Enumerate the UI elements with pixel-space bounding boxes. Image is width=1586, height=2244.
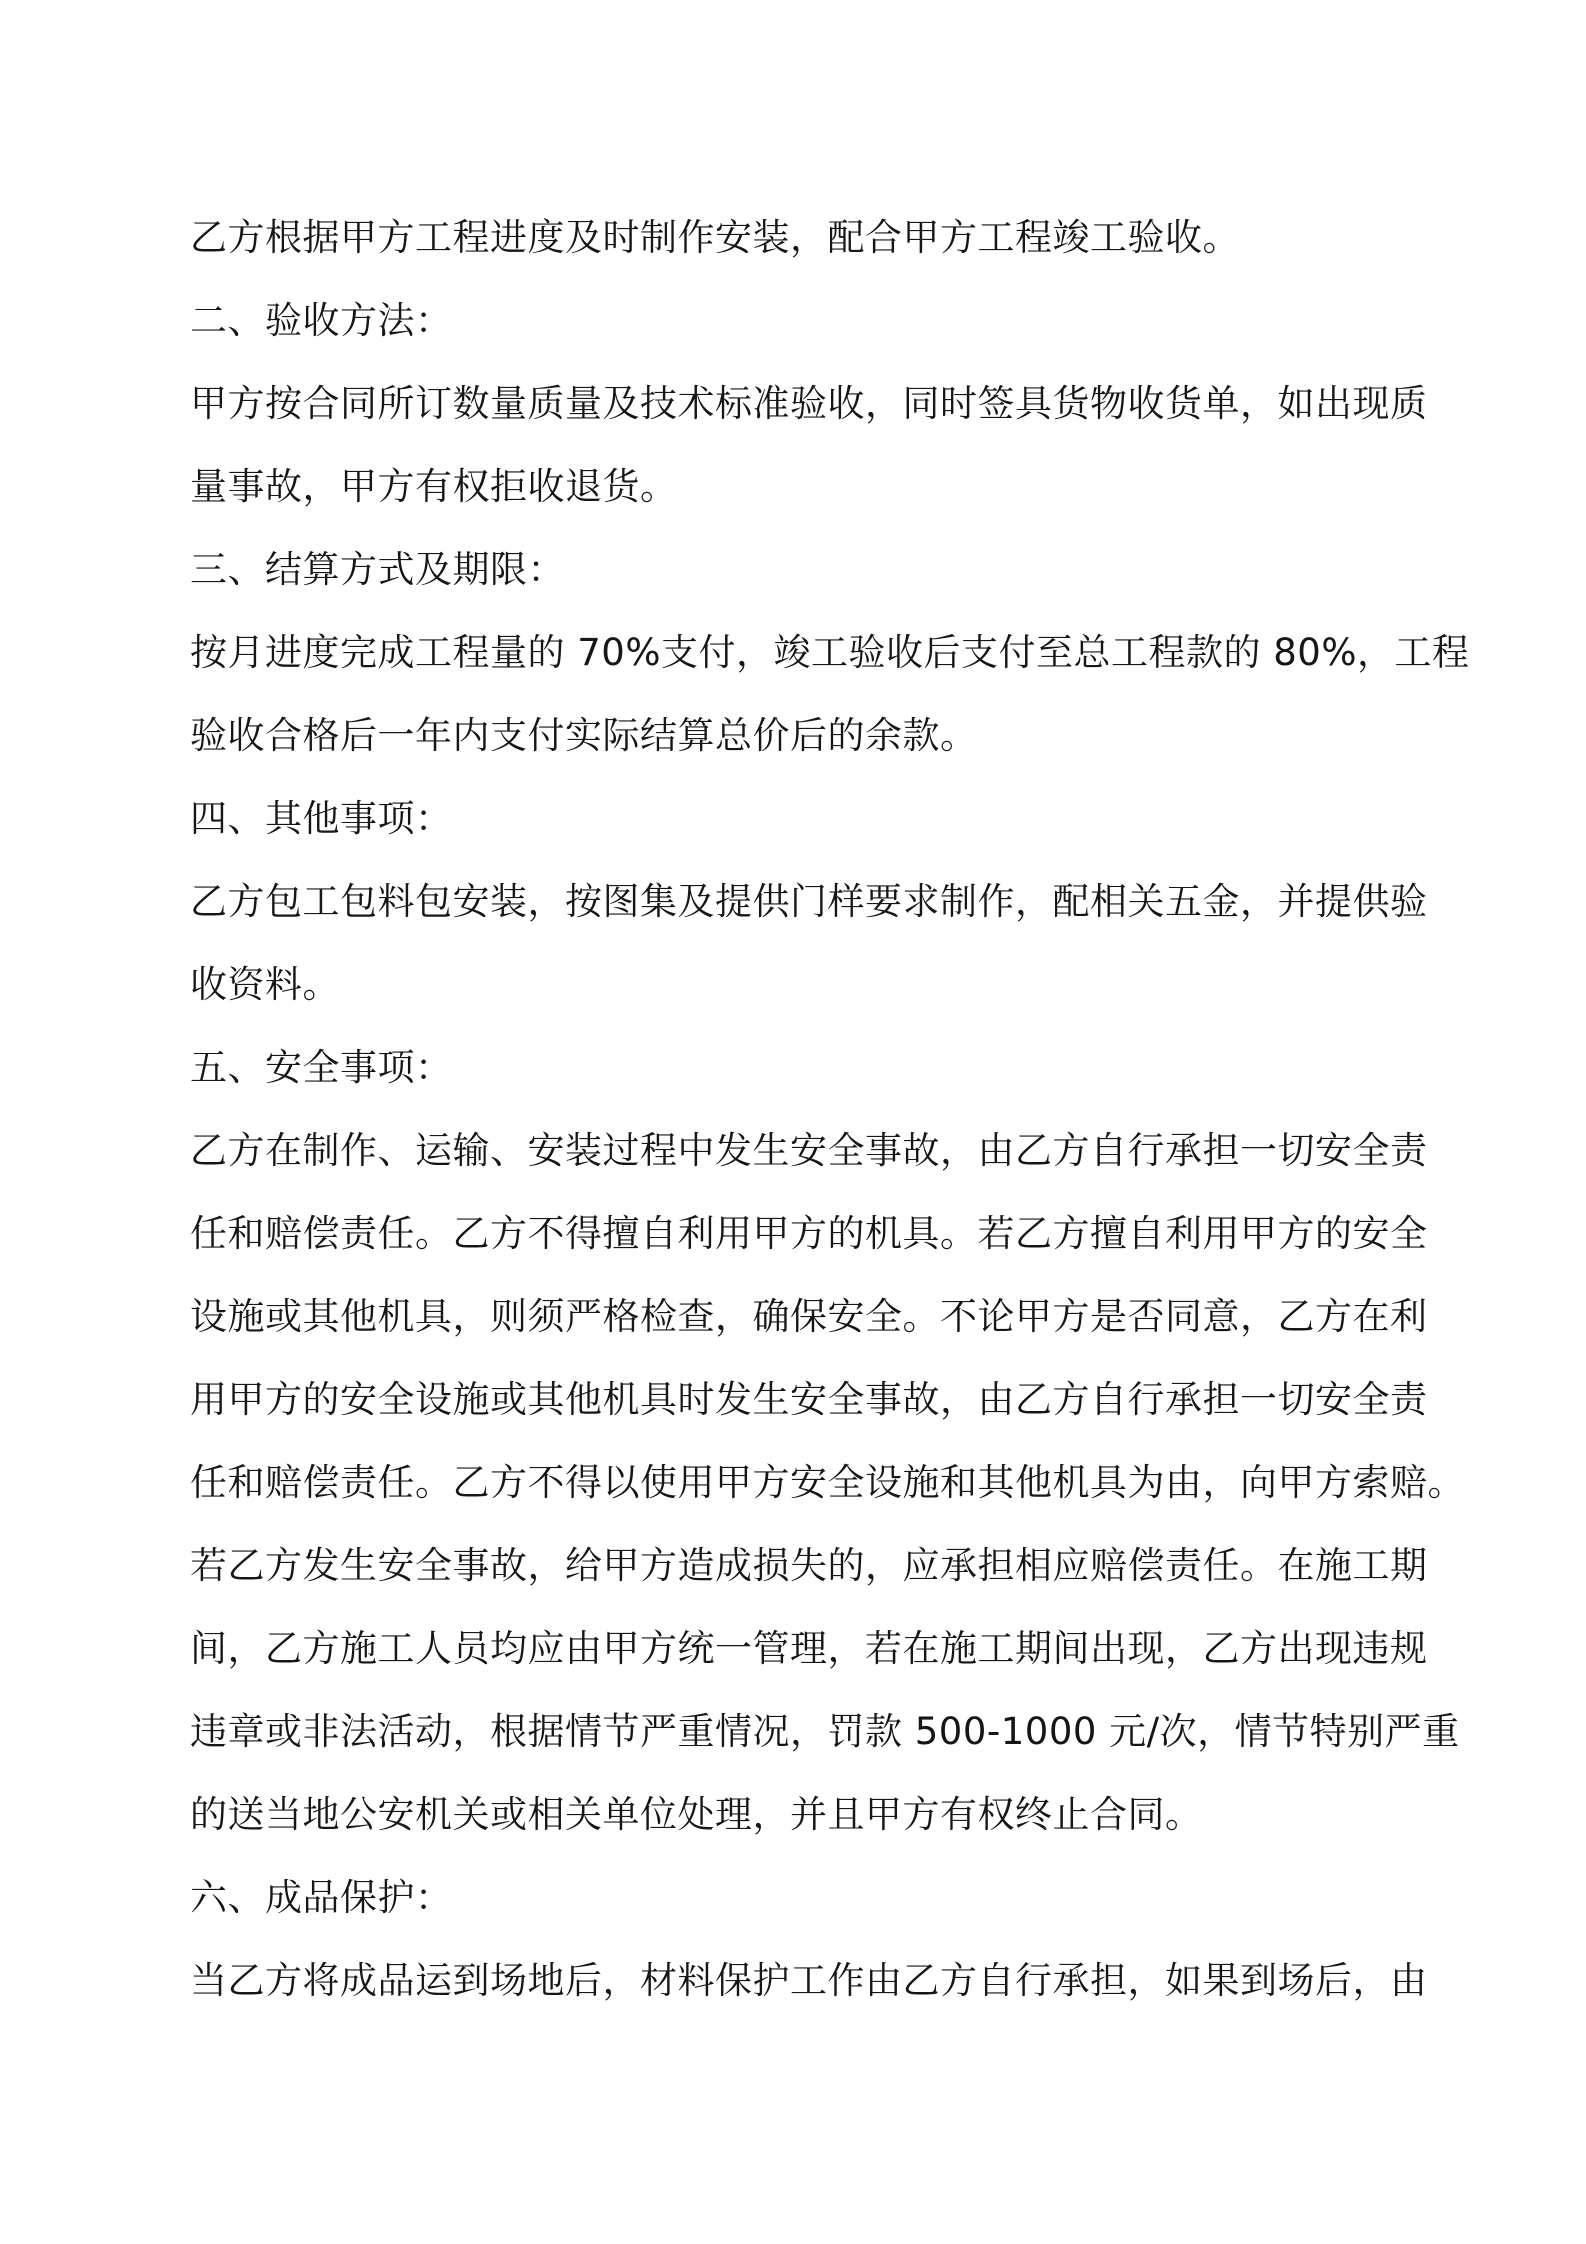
paragraph-line: 当乙方将成品运到场地后，材料保护工作由乙方自行承担，如果到场后，由 — [190, 1959, 1428, 2002]
section-heading-other-matters: 四、其他事项： — [190, 797, 453, 840]
paragraph-line: 违章或非法活动，根据情节严重情况，罚款 500-1000 元/次，情节特别严重 — [190, 1710, 1460, 1753]
section-heading-product-protection: 六、成品保护： — [190, 1876, 453, 1919]
paragraph-line: 的送当地公安机关或相关单位处理，并且甲方有权终止合同。 — [190, 1793, 1203, 1836]
paragraph-line: 乙方包工包料包安装，按图集及提供门样要求制作，配相关五金，并提供验 — [190, 880, 1428, 923]
paragraph-line: 若乙方发生安全事故，给甲方造成损失的，应承担相应赔偿责任。在施工期 — [190, 1544, 1428, 1587]
section-heading-acceptance: 二、验收方法： — [190, 299, 453, 342]
paragraph-line: 任和赔偿责任。乙方不得以使用甲方安全设施和其他机具为由，向甲方索赔。 — [190, 1461, 1465, 1504]
paragraph-line: 按月进度完成工程量的 70%支付，竣工验收后支付至总工程款的 80%，工程 — [190, 631, 1470, 674]
paragraph-line: 间，乙方施工人员均应由甲方统一管理，若在施工期间出现，乙方出现违规 — [190, 1627, 1428, 1670]
paragraph-line: 设施或其他机具，则须严格检查，确保安全。不论甲方是否同意，乙方在利 — [190, 1295, 1428, 1338]
paragraph-line: 乙方在制作、运输、安装过程中发生安全事故，由乙方自行承担一切安全责 — [190, 1129, 1428, 1172]
section-heading-safety: 五、安全事项： — [190, 1046, 453, 1089]
section-heading-settlement: 三、结算方式及期限： — [190, 548, 565, 591]
paragraph-line: 甲方按合同所订数量质量及技术标准验收，同时签具货物收货单，如出现质 — [190, 382, 1428, 425]
paragraph-line: 用甲方的安全设施或其他机具时发生安全事故，由乙方自行承担一切安全责 — [190, 1378, 1428, 1421]
paragraph-line: 乙方根据甲方工程进度及时制作安装，配合甲方工程竣工验收。 — [190, 216, 1240, 259]
paragraph-line: 量事故，甲方有权拒收退货。 — [190, 465, 678, 508]
document-body — [190, 196, 1470, 2022]
paragraph-line: 任和赔偿责任。乙方不得擅自利用甲方的机具。若乙方擅自利用甲方的安全 — [190, 1212, 1428, 1255]
paragraph-line: 验收合格后一年内支付实际结算总价后的余款。 — [190, 714, 978, 757]
paragraph-line: 收资料。 — [190, 963, 340, 1006]
